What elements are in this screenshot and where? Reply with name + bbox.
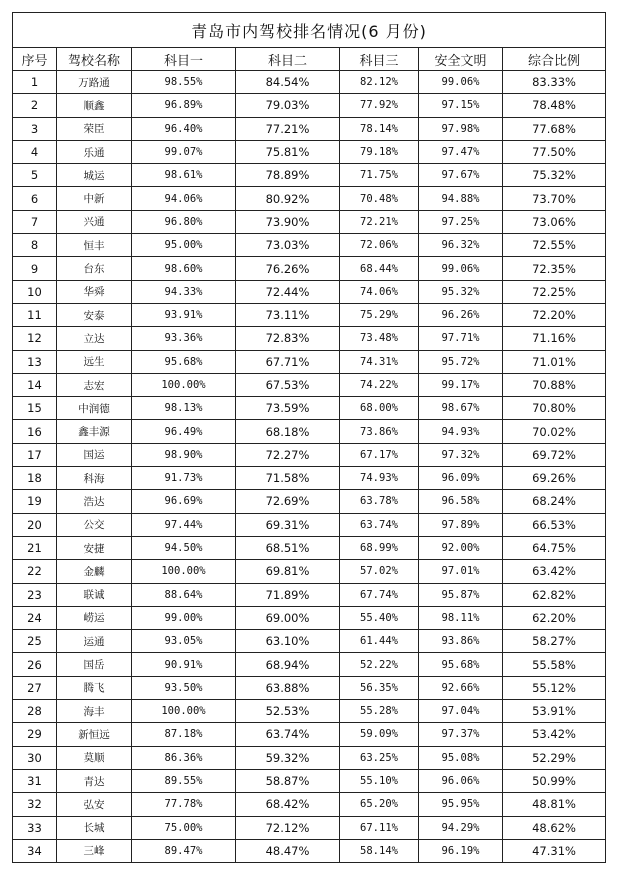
cell-safety: 94.88% [419, 187, 503, 210]
cell-subject2: 76.26% [236, 257, 340, 280]
cell-subject3: 82.12% [340, 71, 419, 94]
cell-overall: 62.20% [503, 606, 606, 629]
cell-subject1: 98.60% [132, 257, 236, 280]
cell-no: 27 [13, 676, 57, 699]
cell-safety: 95.32% [419, 280, 503, 303]
cell-subject1: 100.00% [132, 560, 236, 583]
cell-safety: 96.09% [419, 467, 503, 490]
cell-subject3: 65.20% [340, 793, 419, 816]
cell-safety: 96.06% [419, 769, 503, 792]
cell-school-name: 顺鑫 [57, 94, 132, 117]
cell-subject3: 61.44% [340, 630, 419, 653]
cell-school-name: 鑫丰源 [57, 420, 132, 443]
cell-no: 32 [13, 793, 57, 816]
cell-no: 8 [13, 234, 57, 257]
cell-no: 34 [13, 839, 57, 862]
cell-school-name: 万路通 [57, 71, 132, 94]
cell-subject2: 69.00% [236, 606, 340, 629]
cell-subject2: 67.71% [236, 350, 340, 373]
cell-school-name: 科海 [57, 467, 132, 490]
cell-overall: 64.75% [503, 536, 606, 559]
cell-safety: 95.08% [419, 746, 503, 769]
header-subject1: 科目一 [132, 48, 236, 71]
cell-no: 10 [13, 280, 57, 303]
cell-no: 15 [13, 397, 57, 420]
cell-overall: 58.27% [503, 630, 606, 653]
cell-subject2: 68.51% [236, 536, 340, 559]
cell-school-name: 联诚 [57, 583, 132, 606]
ranking-sheet [12, 12, 605, 863]
cell-no: 6 [13, 187, 57, 210]
cell-no: 18 [13, 467, 57, 490]
table-row [13, 839, 606, 862]
cell-subject1: 96.49% [132, 420, 236, 443]
cell-subject3: 57.02% [340, 560, 419, 583]
cell-subject2: 72.44% [236, 280, 340, 303]
table-title: 青岛市内驾校排名情况(6 月份) [13, 13, 606, 48]
cell-school-name: 腾飞 [57, 676, 132, 699]
cell-overall: 75.32% [503, 164, 606, 187]
header-no: 序号 [13, 48, 57, 71]
cell-subject3: 73.48% [340, 327, 419, 350]
cell-overall: 47.31% [503, 839, 606, 862]
cell-subject1: 98.55% [132, 71, 236, 94]
cell-safety: 92.66% [419, 676, 503, 699]
cell-subject3: 67.17% [340, 443, 419, 466]
cell-overall: 83.33% [503, 71, 606, 94]
cell-overall: 72.35% [503, 257, 606, 280]
cell-no: 26 [13, 653, 57, 676]
cell-subject2: 72.12% [236, 816, 340, 839]
cell-subject1: 94.33% [132, 280, 236, 303]
cell-subject1: 77.78% [132, 793, 236, 816]
cell-overall: 55.12% [503, 676, 606, 699]
cell-safety: 96.19% [419, 839, 503, 862]
cell-subject3: 68.00% [340, 397, 419, 420]
cell-overall: 48.62% [503, 816, 606, 839]
cell-safety: 98.67% [419, 397, 503, 420]
cell-subject3: 55.28% [340, 700, 419, 723]
cell-subject3: 74.31% [340, 350, 419, 373]
cell-safety: 95.68% [419, 653, 503, 676]
cell-overall: 53.91% [503, 700, 606, 723]
cell-subject1: 90.91% [132, 653, 236, 676]
cell-safety: 96.58% [419, 490, 503, 513]
cell-subject2: 72.69% [236, 490, 340, 513]
cell-no: 30 [13, 746, 57, 769]
table-row [13, 443, 606, 466]
cell-subject1: 96.69% [132, 490, 236, 513]
cell-no: 19 [13, 490, 57, 513]
cell-safety: 94.29% [419, 816, 503, 839]
cell-no: 28 [13, 700, 57, 723]
cell-subject1: 88.64% [132, 583, 236, 606]
cell-no: 3 [13, 117, 57, 140]
cell-subject2: 77.21% [236, 117, 340, 140]
cell-safety: 93.86% [419, 630, 503, 653]
cell-school-name: 青达 [57, 769, 132, 792]
cell-subject1: 100.00% [132, 373, 236, 396]
cell-subject2: 58.87% [236, 769, 340, 792]
cell-no: 25 [13, 630, 57, 653]
cell-subject2: 72.83% [236, 327, 340, 350]
cell-school-name: 新恒远 [57, 723, 132, 746]
cell-no: 31 [13, 769, 57, 792]
table-row [13, 117, 606, 140]
cell-subject3: 72.21% [340, 210, 419, 233]
cell-subject3: 56.35% [340, 676, 419, 699]
cell-no: 21 [13, 536, 57, 559]
cell-subject1: 96.40% [132, 117, 236, 140]
table-row [13, 630, 606, 653]
cell-school-name: 城运 [57, 164, 132, 187]
cell-safety: 99.06% [419, 71, 503, 94]
cell-overall: 53.42% [503, 723, 606, 746]
cell-school-name: 荣臣 [57, 117, 132, 140]
cell-safety: 97.37% [419, 723, 503, 746]
cell-subject1: 99.00% [132, 606, 236, 629]
cell-school-name: 浩达 [57, 490, 132, 513]
cell-subject1: 97.44% [132, 513, 236, 536]
table-row [13, 210, 606, 233]
cell-subject3: 72.06% [340, 234, 419, 257]
table-row [13, 700, 606, 723]
cell-subject3: 73.86% [340, 420, 419, 443]
cell-overall: 62.82% [503, 583, 606, 606]
cell-subject1: 99.07% [132, 140, 236, 163]
cell-no: 11 [13, 303, 57, 326]
cell-subject1: 93.36% [132, 327, 236, 350]
cell-safety: 99.17% [419, 373, 503, 396]
cell-subject3: 79.18% [340, 140, 419, 163]
cell-subject1: 98.90% [132, 443, 236, 466]
cell-subject1: 94.50% [132, 536, 236, 559]
header-name: 驾校名称 [57, 48, 132, 71]
cell-subject2: 72.27% [236, 443, 340, 466]
table-row [13, 536, 606, 559]
header-subject3: 科目三 [340, 48, 419, 71]
cell-school-name: 国运 [57, 443, 132, 466]
cell-school-name: 海丰 [57, 700, 132, 723]
cell-subject2: 71.58% [236, 467, 340, 490]
cell-subject2: 59.32% [236, 746, 340, 769]
header-subject2: 科目二 [236, 48, 340, 71]
cell-subject1: 91.73% [132, 467, 236, 490]
cell-subject1: 95.00% [132, 234, 236, 257]
cell-safety: 97.47% [419, 140, 503, 163]
cell-no: 22 [13, 560, 57, 583]
cell-safety: 95.72% [419, 350, 503, 373]
table-row [13, 793, 606, 816]
cell-overall: 48.81% [503, 793, 606, 816]
cell-school-name: 中润德 [57, 397, 132, 420]
cell-subject3: 63.78% [340, 490, 419, 513]
cell-no: 23 [13, 583, 57, 606]
cell-safety: 97.25% [419, 210, 503, 233]
cell-subject2: 68.42% [236, 793, 340, 816]
cell-school-name: 运通 [57, 630, 132, 653]
cell-subject3: 63.25% [340, 746, 419, 769]
cell-subject3: 68.44% [340, 257, 419, 280]
cell-subject1: 93.50% [132, 676, 236, 699]
cell-subject3: 67.74% [340, 583, 419, 606]
cell-school-name: 莫顺 [57, 746, 132, 769]
table-body [13, 71, 606, 863]
cell-subject1: 87.18% [132, 723, 236, 746]
cell-overall: 69.72% [503, 443, 606, 466]
cell-subject2: 80.92% [236, 187, 340, 210]
cell-subject1: 75.00% [132, 816, 236, 839]
cell-subject1: 89.55% [132, 769, 236, 792]
cell-overall: 77.50% [503, 140, 606, 163]
cell-safety: 99.06% [419, 257, 503, 280]
cell-no: 1 [13, 71, 57, 94]
cell-school-name: 长城 [57, 816, 132, 839]
cell-overall: 63.42% [503, 560, 606, 583]
table-row [13, 816, 606, 839]
cell-school-name: 安泰 [57, 303, 132, 326]
cell-school-name: 公交 [57, 513, 132, 536]
cell-no: 2 [13, 94, 57, 117]
table-row [13, 280, 606, 303]
cell-subject2: 71.89% [236, 583, 340, 606]
cell-subject1: 96.80% [132, 210, 236, 233]
table-row [13, 327, 606, 350]
cell-overall: 52.29% [503, 746, 606, 769]
cell-no: 24 [13, 606, 57, 629]
cell-school-name: 金麟 [57, 560, 132, 583]
cell-subject3: 67.11% [340, 816, 419, 839]
table-row [13, 467, 606, 490]
cell-subject2: 73.11% [236, 303, 340, 326]
cell-subject2: 48.47% [236, 839, 340, 862]
cell-subject3: 52.22% [340, 653, 419, 676]
cell-no: 12 [13, 327, 57, 350]
cell-safety: 97.98% [419, 117, 503, 140]
cell-subject3: 58.14% [340, 839, 419, 862]
cell-safety: 97.15% [419, 94, 503, 117]
table-row [13, 257, 606, 280]
cell-safety: 97.01% [419, 560, 503, 583]
cell-school-name: 弘安 [57, 793, 132, 816]
header-safety: 安全文明 [419, 48, 503, 71]
table-row [13, 397, 606, 420]
cell-safety: 95.95% [419, 793, 503, 816]
table-row [13, 350, 606, 373]
cell-overall: 55.58% [503, 653, 606, 676]
cell-overall: 72.25% [503, 280, 606, 303]
cell-safety: 97.04% [419, 700, 503, 723]
cell-subject1: 96.89% [132, 94, 236, 117]
cell-subject2: 67.53% [236, 373, 340, 396]
cell-overall: 70.02% [503, 420, 606, 443]
cell-school-name: 志宏 [57, 373, 132, 396]
cell-overall: 71.16% [503, 327, 606, 350]
cell-safety: 94.93% [419, 420, 503, 443]
table-row [13, 164, 606, 187]
cell-overall: 73.70% [503, 187, 606, 210]
cell-subject1: 86.36% [132, 746, 236, 769]
cell-subject2: 69.31% [236, 513, 340, 536]
cell-no: 33 [13, 816, 57, 839]
header-overall: 综合比例 [503, 48, 606, 71]
table-row [13, 653, 606, 676]
cell-subject2: 68.94% [236, 653, 340, 676]
cell-subject1: 98.13% [132, 397, 236, 420]
cell-safety: 97.32% [419, 443, 503, 466]
cell-overall: 78.48% [503, 94, 606, 117]
cell-no: 14 [13, 373, 57, 396]
cell-school-name: 恒丰 [57, 234, 132, 257]
cell-subject2: 78.89% [236, 164, 340, 187]
table-row [13, 560, 606, 583]
cell-no: 4 [13, 140, 57, 163]
cell-subject1: 89.47% [132, 839, 236, 862]
cell-subject2: 63.88% [236, 676, 340, 699]
cell-subject3: 75.29% [340, 303, 419, 326]
cell-subject2: 68.18% [236, 420, 340, 443]
ranking-table [12, 12, 606, 863]
header-row [13, 48, 606, 71]
table-row [13, 140, 606, 163]
cell-overall: 71.01% [503, 350, 606, 373]
cell-subject2: 73.90% [236, 210, 340, 233]
cell-subject1: 95.68% [132, 350, 236, 373]
cell-subject1: 98.61% [132, 164, 236, 187]
cell-subject3: 59.09% [340, 723, 419, 746]
table-row [13, 769, 606, 792]
cell-subject3: 63.74% [340, 513, 419, 536]
cell-safety: 92.00% [419, 536, 503, 559]
cell-safety: 97.71% [419, 327, 503, 350]
cell-school-name: 立达 [57, 327, 132, 350]
cell-subject2: 63.74% [236, 723, 340, 746]
cell-school-name: 中新 [57, 187, 132, 210]
cell-overall: 50.99% [503, 769, 606, 792]
cell-school-name: 三峰 [57, 839, 132, 862]
cell-overall: 72.55% [503, 234, 606, 257]
cell-no: 20 [13, 513, 57, 536]
cell-no: 16 [13, 420, 57, 443]
cell-subject1: 93.91% [132, 303, 236, 326]
cell-overall: 77.68% [503, 117, 606, 140]
cell-safety: 97.89% [419, 513, 503, 536]
table-row [13, 234, 606, 257]
table-row [13, 513, 606, 536]
table-row [13, 187, 606, 210]
cell-safety: 98.11% [419, 606, 503, 629]
cell-subject3: 77.92% [340, 94, 419, 117]
cell-no: 9 [13, 257, 57, 280]
cell-school-name: 国岳 [57, 653, 132, 676]
cell-overall: 68.24% [503, 490, 606, 513]
cell-subject2: 75.81% [236, 140, 340, 163]
cell-overall: 66.53% [503, 513, 606, 536]
cell-school-name: 崂运 [57, 606, 132, 629]
cell-no: 17 [13, 443, 57, 466]
cell-subject3: 68.99% [340, 536, 419, 559]
cell-subject2: 73.59% [236, 397, 340, 420]
cell-subject3: 70.48% [340, 187, 419, 210]
table-row [13, 71, 606, 94]
table-row [13, 420, 606, 443]
cell-overall: 70.88% [503, 373, 606, 396]
cell-subject1: 100.00% [132, 700, 236, 723]
cell-overall: 72.20% [503, 303, 606, 326]
cell-safety: 96.32% [419, 234, 503, 257]
cell-subject2: 52.53% [236, 700, 340, 723]
cell-safety: 96.26% [419, 303, 503, 326]
cell-school-name: 远生 [57, 350, 132, 373]
cell-subject2: 73.03% [236, 234, 340, 257]
cell-school-name: 安捷 [57, 536, 132, 559]
table-row [13, 676, 606, 699]
cell-subject3: 55.40% [340, 606, 419, 629]
table-row [13, 583, 606, 606]
cell-subject2: 84.54% [236, 71, 340, 94]
cell-school-name: 台东 [57, 257, 132, 280]
table-row [13, 373, 606, 396]
table-row [13, 303, 606, 326]
cell-school-name: 华舜 [57, 280, 132, 303]
cell-subject1: 93.05% [132, 630, 236, 653]
cell-subject1: 94.06% [132, 187, 236, 210]
cell-subject2: 69.81% [236, 560, 340, 583]
table-row [13, 606, 606, 629]
cell-overall: 69.26% [503, 467, 606, 490]
table-row [13, 723, 606, 746]
cell-subject2: 63.10% [236, 630, 340, 653]
cell-no: 5 [13, 164, 57, 187]
cell-subject3: 74.06% [340, 280, 419, 303]
cell-overall: 70.80% [503, 397, 606, 420]
cell-no: 29 [13, 723, 57, 746]
cell-school-name: 兴通 [57, 210, 132, 233]
cell-subject3: 55.10% [340, 769, 419, 792]
cell-subject2: 79.03% [236, 94, 340, 117]
cell-subject3: 74.22% [340, 373, 419, 396]
cell-overall: 73.06% [503, 210, 606, 233]
cell-safety: 95.87% [419, 583, 503, 606]
table-row [13, 490, 606, 513]
cell-safety: 97.67% [419, 164, 503, 187]
cell-subject3: 71.75% [340, 164, 419, 187]
cell-no: 7 [13, 210, 57, 233]
cell-no: 13 [13, 350, 57, 373]
table-row [13, 94, 606, 117]
cell-school-name: 乐通 [57, 140, 132, 163]
cell-subject3: 74.93% [340, 467, 419, 490]
cell-subject3: 78.14% [340, 117, 419, 140]
table-row [13, 746, 606, 769]
